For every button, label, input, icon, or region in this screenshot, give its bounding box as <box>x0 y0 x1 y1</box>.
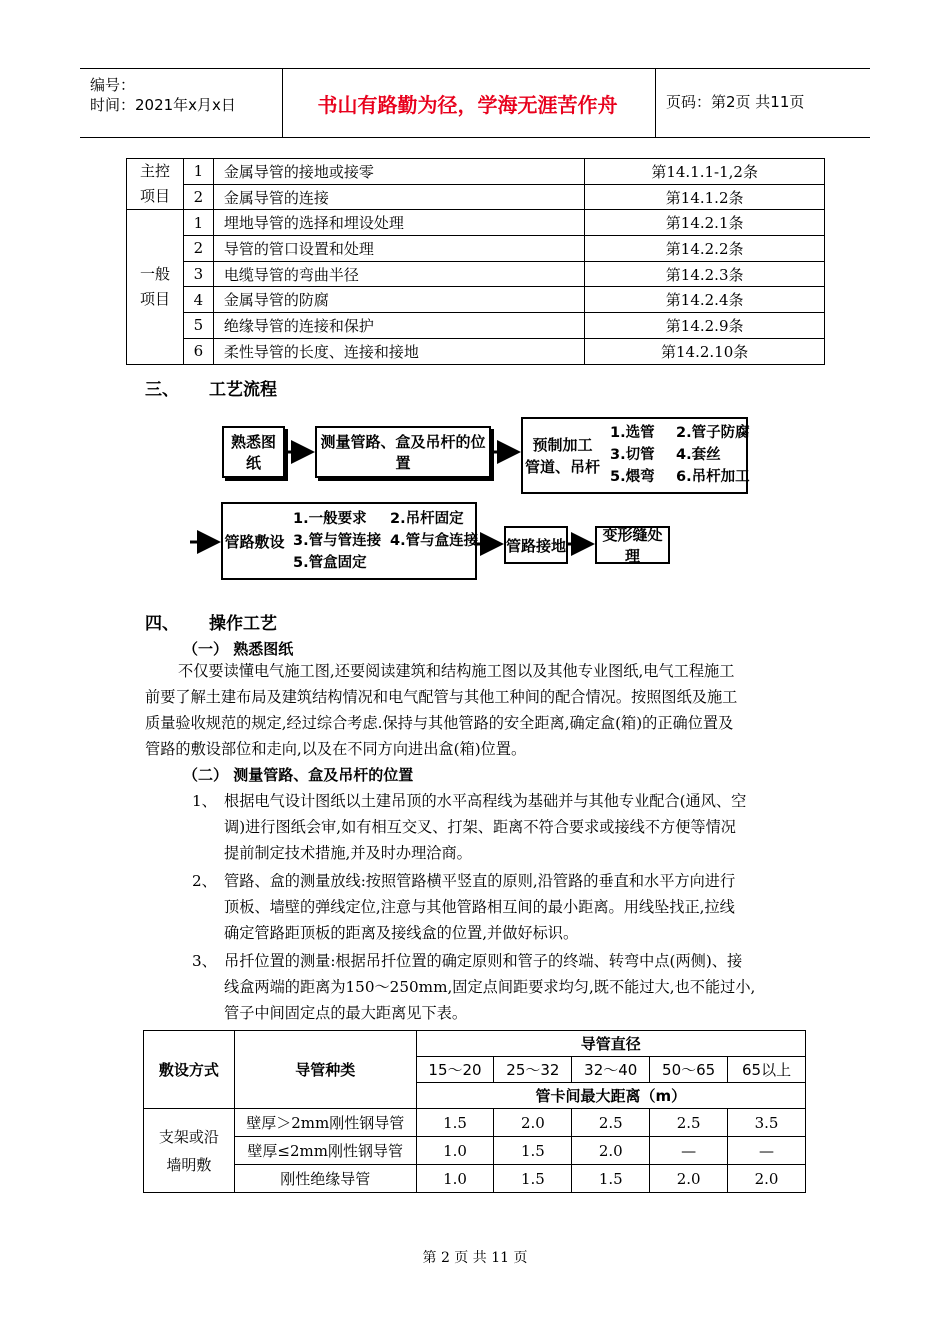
group-name: 主控 项目 <box>139 162 170 206</box>
table-row <box>144 1109 806 1137</box>
value-cell: 1.5 <box>494 1165 572 1193</box>
step-item: 1.一般要求 <box>293 511 367 527</box>
step-item: 4.套丝 <box>676 447 721 463</box>
row-number: 3 <box>183 261 213 287</box>
flow-box-label: 测量管路、盒及吊杆的位置 <box>320 433 486 472</box>
item-ref: 第14.2.10条 <box>585 338 825 364</box>
header-method: 敷设方式 <box>144 1031 235 1109</box>
item-text: 柔性导管的长度、连接和接地 <box>213 338 584 364</box>
list-item <box>224 788 812 866</box>
text-line: 调)进行图纸会审,如有相互交叉、打架、距离不符合要求或接线不方便等情况 <box>224 818 736 836</box>
section-number: 三、 <box>145 380 179 400</box>
item-ref: 第14.2.9条 <box>585 313 825 339</box>
flow-box-label: 变形缝处理 <box>602 526 663 565</box>
item-ref: 第14.2.4条 <box>585 287 825 313</box>
value-cell: 2.0 <box>494 1109 572 1137</box>
value-cell: 2.5 <box>572 1109 650 1137</box>
max-distance-table <box>143 1030 806 1193</box>
group-name: 一般 项目 <box>139 264 170 308</box>
subsection-heading: （二） 测量管路、盒及吊杆的位置 <box>183 766 414 784</box>
text-line: 管路、盒的测量放线:按照管路横平竖直的原则,沿管路的垂直和水平方向进行 <box>224 872 736 890</box>
value-cell: 3.5 <box>728 1109 806 1137</box>
row-number: 1 <box>183 159 213 185</box>
method-cell: 支架或沿 墙明敷 <box>144 1109 235 1193</box>
list-item-number: 2、 <box>192 872 217 890</box>
row-number: 4 <box>183 287 213 313</box>
item-ref: 第14.1.1-1,2条 <box>585 159 825 185</box>
prefab-title <box>523 434 602 478</box>
list-item-number: 1、 <box>192 792 217 810</box>
value-cell: — <box>650 1137 728 1165</box>
time-label: 时间：2021年x月x日 <box>90 96 236 114</box>
value-cell: 2.5 <box>650 1109 728 1137</box>
flow-box-label: 熟悉图纸 <box>230 433 276 472</box>
list-item <box>224 948 812 1026</box>
code-label: 编号： <box>90 76 136 94</box>
section-title: 工艺流程 <box>209 380 277 400</box>
flow-box-grounding <box>504 526 568 564</box>
paragraph-drawings <box>145 658 810 762</box>
item-text: 埋地导管的选择和埋设处理 <box>213 210 584 236</box>
row-number: 5 <box>183 313 213 339</box>
value-cell: 2.0 <box>728 1165 806 1193</box>
table-row <box>144 1165 806 1193</box>
item-text: 金属导管的接地或接零 <box>213 159 584 185</box>
prefab-steps <box>610 422 750 488</box>
flow-box-label: 管路敷设 <box>224 532 285 551</box>
text-line: 顶板、墙壁的弹线定位,注意与其他管路相互间的最小距离。用线坠找正,拉线 <box>224 898 735 916</box>
diameter-cell: 32～40 <box>572 1057 650 1083</box>
section-number: 四、 <box>145 614 179 634</box>
type-cell: 壁厚≤2mm刚性钢导管 <box>234 1137 416 1165</box>
header-motto: 书山有路勤为径，学海无涯苦作舟 <box>317 93 618 117</box>
section-title: 操作工艺 <box>209 614 277 634</box>
list-item <box>224 868 812 946</box>
value-cell: — <box>728 1137 806 1165</box>
table-row <box>144 1031 806 1057</box>
row-number: 2 <box>183 236 213 262</box>
diameter-cell: 25～32 <box>494 1057 572 1083</box>
value-cell: 1.5 <box>572 1165 650 1193</box>
value-cell: 1.0 <box>416 1137 494 1165</box>
header-page-label: 页码：第2页 共11页 <box>666 93 805 111</box>
step-item: 1.选管 <box>610 425 655 441</box>
diameter-cell: 50～65 <box>650 1057 728 1083</box>
header-max-distance: 管卡间最大距离（m） <box>416 1083 805 1109</box>
item-ref: 第14.2.3条 <box>585 261 825 287</box>
text-line: 确定管路距顶板的距离及接线盒的位置,并做好标识。 <box>224 924 579 942</box>
row-number: 2 <box>183 184 213 210</box>
text-line: 不仅要读懂电气施工图,还要阅读建筑和结构施工图以及其他专业图纸,电气工程施工 <box>178 662 735 680</box>
item-text: 绝缘导管的连接和保护 <box>213 313 584 339</box>
step-item: 6.吊杆加工 <box>676 469 750 485</box>
step-item: 4.管与盒连接 <box>390 533 479 549</box>
item-text: 电缆导管的弯曲半径 <box>213 261 584 287</box>
value-cell: 1.5 <box>494 1137 572 1165</box>
text-line: 提前制定技术措施,并及时办理洽商。 <box>224 844 472 862</box>
type-cell: 刚性绝缘导管 <box>234 1165 416 1193</box>
text-line: 前要了解土建布局及建筑结构情况和电气配管与其他工种间的配合情况。按照图纸及施工 <box>145 688 738 706</box>
item-text: 导管的管口设置和处理 <box>213 236 584 262</box>
value-cell: 2.0 <box>650 1165 728 1193</box>
text-line: 管子中间固定点的最大距离见下表。 <box>224 1004 467 1022</box>
text-line: 质量验收规范的规定,经过综合考虑.保持与其他管路的安全距离,确定盒(箱)的正确位置及 <box>145 714 734 732</box>
step-item: 3.管与管连接 <box>293 533 382 549</box>
header-type: 导管种类 <box>234 1031 416 1109</box>
step-item: 3.切管 <box>610 447 655 463</box>
flow-box-drawings <box>222 426 285 478</box>
step-item: 2.吊杆固定 <box>390 511 464 527</box>
row-number: 6 <box>183 338 213 364</box>
text-line: 线盒两端的距离为150～250mm,固定点间距要求均匀,既不能过大,也不能过小, <box>224 978 756 996</box>
step-item: 5.管盒固定 <box>293 555 367 571</box>
text-line: 管路的敷设部位和走向,以及在不同方向进出盒(箱)位置。 <box>145 740 527 758</box>
laying-steps <box>293 508 478 574</box>
text-line: 吊扦位置的测量:根据吊扦位置的确定原则和管子的终端、转弯中点(两侧)、接 <box>224 952 743 970</box>
item-ref: 第14.2.2条 <box>585 236 825 262</box>
row-number: 1 <box>183 210 213 236</box>
item-ref: 第14.2.1条 <box>585 210 825 236</box>
value-cell: 1.0 <box>416 1165 494 1193</box>
flow-box-joint <box>595 526 670 564</box>
flow-box-label: 管路接地 <box>506 536 567 555</box>
value-cell: 1.5 <box>416 1109 494 1137</box>
flow-box-label: 管道、吊杆 <box>524 457 600 476</box>
page-footer: 第 2 页 共 11 页 <box>422 1250 528 1266</box>
list-item-number: 3、 <box>192 952 217 970</box>
value-cell: 2.0 <box>572 1137 650 1165</box>
diameter-cell: 65以上 <box>728 1057 806 1083</box>
text-line: 根据电气设计图纸以土建吊顶的水平高程线为基础并与其他专业配合(通风、空 <box>224 792 747 810</box>
header-diameter: 导管直径 <box>416 1031 805 1057</box>
item-text: 金属导管的连接 <box>213 184 584 210</box>
flow-box-label: 预制加工 <box>532 435 593 454</box>
table-row <box>144 1137 806 1165</box>
type-cell: 壁厚＞2mm刚性钢导管 <box>234 1109 416 1137</box>
section-heading <box>145 609 277 634</box>
item-ref: 第14.1.2条 <box>585 184 825 210</box>
subsection-heading: （一） 熟悉图纸 <box>183 640 294 658</box>
item-text: 金属导管的防腐 <box>213 287 584 313</box>
diameter-cell: 15～20 <box>416 1057 494 1083</box>
flow-box-measure <box>315 426 491 478</box>
step-item: 5.煨弯 <box>610 469 655 485</box>
step-item: 2.管子防腐 <box>676 425 750 441</box>
